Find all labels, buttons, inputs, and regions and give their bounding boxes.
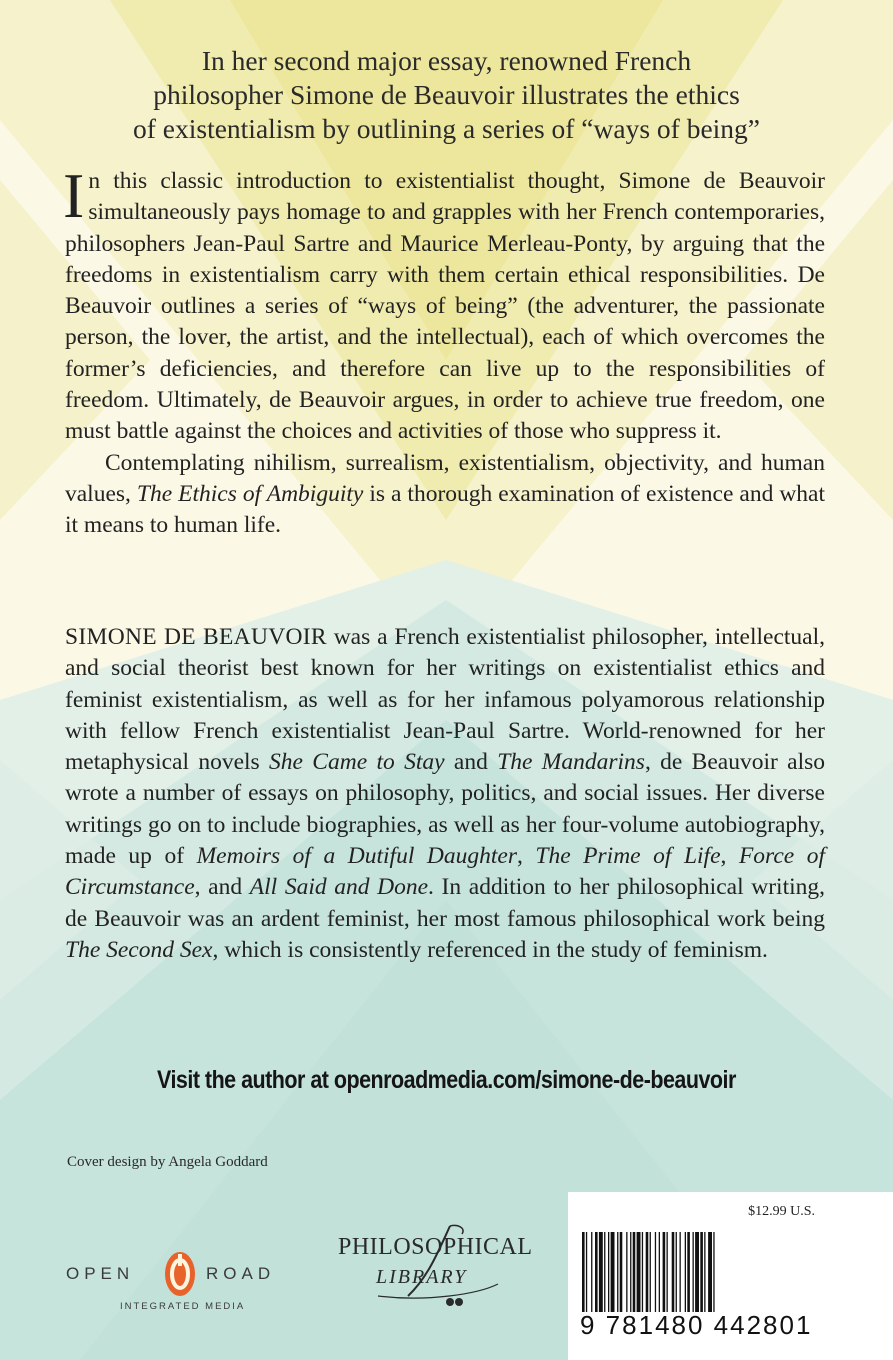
- tagline-line: In her second major essay, renowned French: [201, 45, 692, 76]
- barcode-stripe: [695, 1232, 699, 1312]
- drop-cap: I: [63, 160, 85, 231]
- barcode-stripe: [586, 1232, 587, 1312]
- barcode-stripe: [604, 1232, 605, 1312]
- barcode-stripe: [700, 1232, 703, 1312]
- book-description: [63, 160, 825, 542]
- bio-text: was a French existentialist philosopher, intellectual, and social theorist best known for her writings on existentialist ethics and feminist existentialism, as well as for her infamous polyamorous relationship with fellow French existentialist Jean-Paul Sartre. World-renowned for her metaphysical novels: [65, 624, 825, 776]
- author-website-link[interactable]: Visit the author at openroadmedia.com/simone-de-beauvoir: [157, 1066, 736, 1094]
- description-paragraph: [63, 160, 825, 448]
- book-title: Memoirs of a Dutiful Daughter: [196, 843, 517, 870]
- price-label: $12.99 U.S.: [748, 1204, 815, 1219]
- open-road-emblem-icon: [163, 1250, 197, 1298]
- barcode-stripe: [693, 1232, 694, 1312]
- barcode-stripe: [595, 1232, 598, 1312]
- description-text: Contemplating nihilism, surrealism, existentialism, objectivity, and human values,: [65, 449, 825, 507]
- barcode-stripe: [599, 1232, 603, 1312]
- bio-text: . In addition to her philosophical writing, de Beauvoir was an ardent feminist, her most famous philosophical work being: [65, 874, 826, 932]
- barcode-stripe: [680, 1232, 681, 1312]
- barcode-stripe: [676, 1232, 677, 1312]
- author-name: SIMONE DE BEAUVOIR: [65, 624, 327, 650]
- book-title: All Said and Done: [249, 874, 429, 901]
- book-title: The Ethics of Ambiguity: [136, 480, 364, 507]
- cover-design-credit: Cover design by Angela Goddard: [67, 1154, 268, 1170]
- barcode-stripe: [667, 1232, 668, 1312]
- barcode-stripe: [655, 1232, 656, 1312]
- barcode-stripe: [713, 1232, 714, 1312]
- description-paragraph: [65, 448, 825, 542]
- barcode-stripe: [659, 1232, 660, 1312]
- bio-text: ,: [720, 843, 739, 870]
- barcode-stripe: [672, 1232, 675, 1312]
- open-road-text-right: ROAD: [206, 1264, 276, 1283]
- barcode-stripe: [708, 1232, 712, 1312]
- barcode-stripe: [663, 1232, 666, 1312]
- barcode-stripe: [642, 1232, 643, 1312]
- library-name-line1: PHILOSOPHICAL: [338, 1234, 533, 1260]
- book-title: The Mandarins: [497, 749, 645, 776]
- barcode-stripe: [646, 1232, 649, 1312]
- barcode-stripe: [611, 1232, 615, 1312]
- barcode-stripe: [626, 1232, 627, 1312]
- tagline-line: of existentialism by outlining a series of “ways of being”: [132, 113, 760, 144]
- philosophical-library-logo: [338, 1222, 548, 1312]
- barcode-stripe: [582, 1232, 585, 1312]
- description-text: n this classic introduction to existentialist thought, Simone de Beauvoir simultaneously pays homage to and grapples with her French contemporaries, philosophers Jean-Paul Sartre and Maurice Merleau-Ponty, by arguing that the freedoms in existentialism carry with them certain ethical responsibilities. De Beauvoir outlines a series of “ways of being” (the adventurer, the passionate person, the lover, the artist, and the intellectual), each of which overcomes the former’s deficiencies, and therefore can live up to the responsibilities of freedom. Ultimately, de Beauvoir argues, in order to achieve true freedom, one must battle against the choices and activities of those who suppress it.: [65, 168, 825, 445]
- barcode-stripe: [650, 1232, 651, 1312]
- isbn-number: 9 781480 442801: [580, 1310, 813, 1340]
- bio-text: , de Beauvoir also wrote a number of essays on philosophy, politics, and social issues. Her diverse writings go on to include biographies, as well as her four-volume autobiography, made up of: [65, 749, 826, 870]
- barcode-stripe: [608, 1232, 609, 1312]
- book-title: She Came to Stay: [269, 749, 445, 776]
- open-road-text-left: OPEN: [66, 1264, 135, 1283]
- book-title: Force of Circumstance: [65, 843, 826, 901]
- bio-paragraph: [65, 622, 825, 966]
- barcode-stripe: [620, 1232, 623, 1312]
- barcode-stripe: [617, 1232, 618, 1312]
- author-bio: [65, 622, 825, 966]
- barcode-panel: [568, 1192, 893, 1360]
- barcode-stripe: [704, 1232, 705, 1312]
- bio-text: , which is consistently referenced in the study of feminism.: [212, 936, 768, 963]
- barcode-icon: [582, 1232, 814, 1312]
- description-text: is a thorough examination of existence and what it means to human life.: [65, 480, 825, 539]
- bio-text: ,: [516, 843, 536, 870]
- barcode-stripe: [685, 1232, 686, 1312]
- book-title: The Prime of Life: [535, 843, 721, 870]
- barcode-stripe: [637, 1232, 641, 1312]
- bio-text: , and: [194, 874, 250, 901]
- bio-text: and: [444, 749, 498, 776]
- book-title: The Second Sex: [65, 936, 213, 963]
- tagline-line: philosopher Simone de Beauvoir illustrates the ethics: [153, 79, 740, 110]
- open-road-subtitle: INTEGRATED MEDIA: [120, 1301, 246, 1312]
- tagline: [0, 44, 893, 146]
- barcode-stripe: [633, 1232, 636, 1312]
- barcode-stripe: [630, 1232, 631, 1312]
- library-name-line2: LIBRARY: [376, 1266, 468, 1288]
- barcode-stripe: [591, 1232, 592, 1312]
- open-road-logo: [66, 1250, 306, 1316]
- barcode-stripe: [687, 1232, 690, 1312]
